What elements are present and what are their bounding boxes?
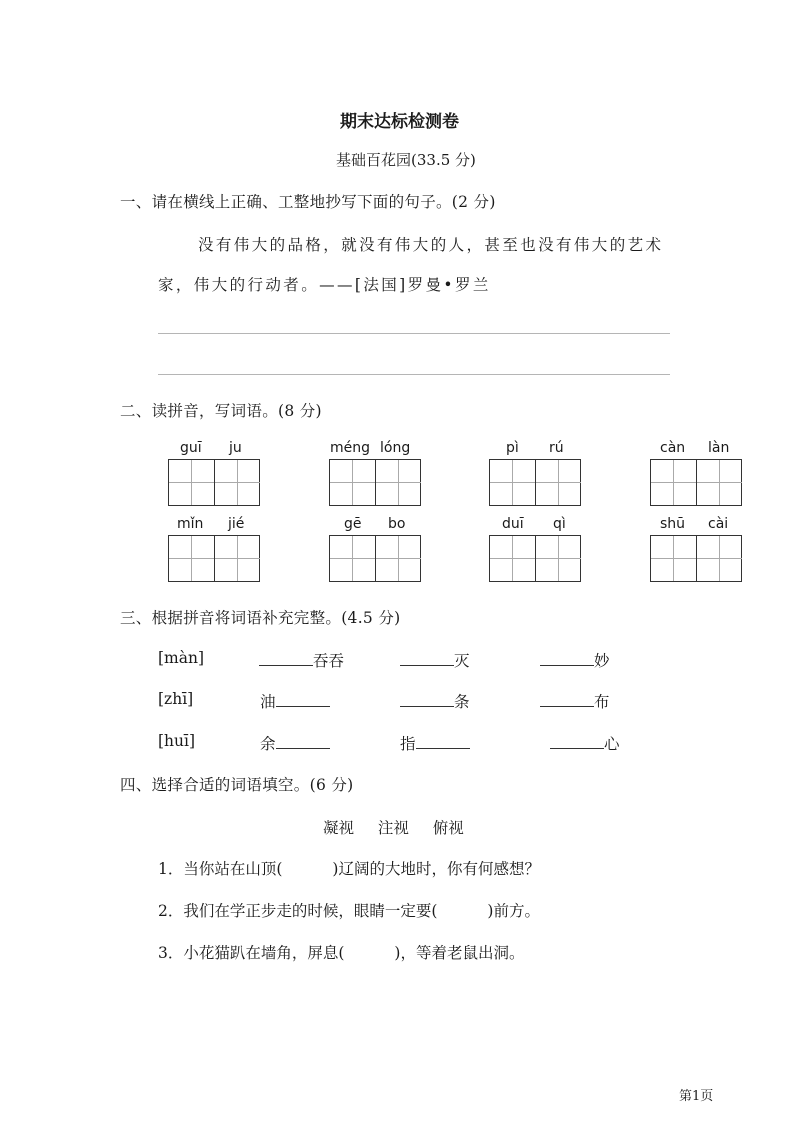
q3-row-1-blank-3[interactable] xyxy=(540,651,594,666)
q2-item-5-write-box[interactable] xyxy=(168,535,260,582)
q3-row-2-word-1 xyxy=(260,690,330,712)
q3-row-2-blank-3[interactable] xyxy=(540,692,594,707)
q3-row-2-char-2: 条 xyxy=(454,693,470,711)
q3-row-2-word-3 xyxy=(540,690,610,712)
q4-word-1: 凝视 xyxy=(323,819,355,837)
q2-item-1-pinyin-1: guī xyxy=(180,440,202,456)
q3-row-2-char-3: 布 xyxy=(594,693,610,711)
q2-item-2-pinyin-1: méng xyxy=(330,440,371,456)
q2-item-2-write-box[interactable] xyxy=(329,459,421,506)
q3-row-1-word-2 xyxy=(400,649,470,671)
q3-row-2-pinyin: [zhī] xyxy=(158,690,194,708)
q1-heading: 一、请在横线上正确、工整地抄写下面的句子。(2 分) xyxy=(120,193,496,211)
q3-row-2-blank-1[interactable] xyxy=(276,692,330,707)
q3-row-1-char-2: 灭 xyxy=(454,652,470,670)
q3-row-3-word-2 xyxy=(400,732,470,754)
q3-row-3-char-1: 余 xyxy=(260,735,276,753)
q2-item-2-pinyin-2: lóng xyxy=(380,440,411,456)
q4-s3-part-b: )，等着老鼠出洞。 xyxy=(394,944,525,962)
q4-s2-part-b: )前方。 xyxy=(487,902,540,920)
q4-s2-part-a: 2．我们在学正步走的时候，眼睛一定要( xyxy=(158,902,438,920)
page-number: 第1页 xyxy=(679,1089,714,1104)
q1-quote-line2: 家，伟大的行动者。——[法国]罗曼•罗兰 xyxy=(158,276,491,294)
q2-item-4-write-box[interactable] xyxy=(650,459,742,506)
q2-item-4-pinyin-2: làn xyxy=(708,440,730,456)
page-title: 期末达标检测卷 xyxy=(340,112,459,132)
q4-sentence-3 xyxy=(158,941,524,963)
q3-row-3-char-2: 指 xyxy=(400,735,416,753)
q4-sentence-1 xyxy=(158,857,540,879)
q4-sentence-2 xyxy=(158,899,540,921)
section-subtitle: 基础百花园(33.5 分) xyxy=(336,151,476,169)
q3-row-3-pinyin: [huī] xyxy=(158,732,196,750)
q1-quote-line1: 没有伟大的品格，就没有伟大的人，甚至也没有伟大的艺术 xyxy=(198,236,664,254)
q4-word-bank xyxy=(323,816,464,838)
q2-item-3-write-box[interactable] xyxy=(489,459,581,506)
q3-row-2-char-1: 油 xyxy=(260,693,276,711)
q2-item-6-pinyin-1: gē xyxy=(344,516,362,532)
q3-row-1-char-1: 吞吞 xyxy=(313,652,345,670)
q4-s1-part-a: 1．当你站在山顶( xyxy=(158,860,283,878)
q3-row-1-pinyin: [màn] xyxy=(158,649,205,667)
q4-word-3: 俯视 xyxy=(432,819,464,837)
q3-row-1-char-3: 妙 xyxy=(594,652,610,670)
q3-row-2-word-2 xyxy=(400,690,470,712)
q2-item-1-pinyin-2: ju xyxy=(229,440,242,456)
q2-item-4-pinyin-1: càn xyxy=(660,440,686,456)
q1-answer-line-1[interactable] xyxy=(158,333,670,334)
q1-answer-line-2[interactable] xyxy=(158,374,670,375)
q2-item-7-pinyin-2: qì xyxy=(553,516,566,532)
q2-item-5-pinyin-1: mǐn xyxy=(177,516,204,532)
q3-heading: 三、根据拼音将词语补充完整。(4.5 分) xyxy=(120,609,401,627)
q4-word-2: 注视 xyxy=(377,819,409,837)
q2-item-6-pinyin-2: bo xyxy=(388,516,406,532)
q3-row-1-word-3 xyxy=(540,649,610,671)
q3-row-1-blank-2[interactable] xyxy=(400,651,454,666)
q2-item-7-pinyin-1: duī xyxy=(502,516,524,532)
q2-item-3-pinyin-1: pì xyxy=(506,440,519,456)
q4-heading: 四、选择合适的词语填空。(6 分) xyxy=(120,776,354,794)
q3-row-3-blank-2[interactable] xyxy=(416,734,470,749)
q3-row-3-blank-1[interactable] xyxy=(276,734,330,749)
q3-row-2-blank-2[interactable] xyxy=(400,692,454,707)
q3-row-1-word-1 xyxy=(259,649,344,671)
q2-item-8-write-box[interactable] xyxy=(650,535,742,582)
q2-item-8-pinyin-2: cài xyxy=(708,516,729,532)
q3-row-1-blank-1[interactable] xyxy=(259,651,313,666)
q2-item-1-write-box[interactable] xyxy=(168,459,260,506)
q4-s1-part-b: )辽阔的大地时，你有何感想？ xyxy=(332,860,540,878)
q2-item-6-write-box[interactable] xyxy=(329,535,421,582)
q3-row-3-char-3: 心 xyxy=(604,735,620,753)
q3-row-3-word-1 xyxy=(260,732,330,754)
q2-item-7-write-box[interactable] xyxy=(489,535,581,582)
q2-heading: 二、读拼音，写词语。(8 分) xyxy=(120,402,322,420)
q2-item-3-pinyin-2: rú xyxy=(549,440,564,456)
q4-s3-part-a: 3．小花猫趴在墙角，屏息( xyxy=(158,944,345,962)
q2-item-5-pinyin-2: jié xyxy=(228,516,245,532)
q3-row-3-word-3 xyxy=(550,732,620,754)
q3-row-3-blank-3[interactable] xyxy=(550,734,604,749)
q2-item-8-pinyin-1: shū xyxy=(660,516,686,532)
